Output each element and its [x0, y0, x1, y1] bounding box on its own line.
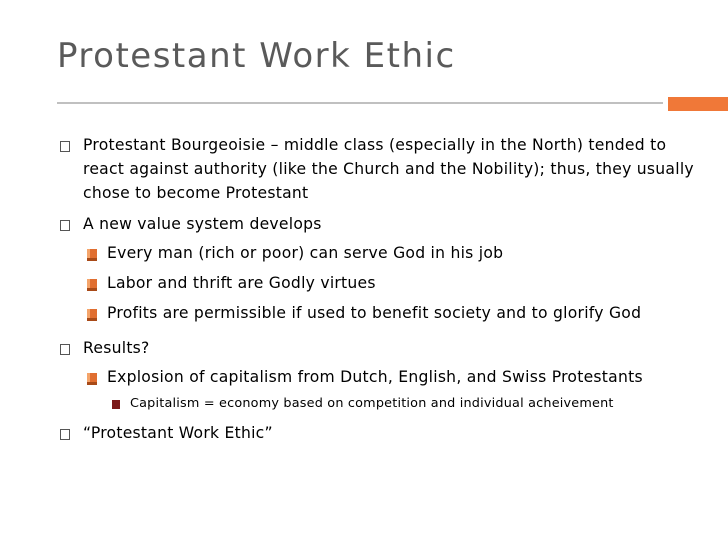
- bullet-2-sub-1: Every man (rich or poor) can serve God in his job: [107, 244, 504, 262]
- hollow-square-bullet-icon: [60, 429, 70, 440]
- bullet-2-sub-3: Profits are permissible if used to benefit society and to glorify God: [107, 304, 642, 322]
- bullet-3-sub-1: Explosion of capitalism from Dutch, English, and Swiss Protestants: [107, 368, 643, 386]
- title-divider: [57, 102, 663, 104]
- filled-square-bullet-icon: [87, 373, 97, 385]
- hollow-square-bullet-icon: [60, 141, 70, 152]
- bullet-2-sub-2: Labor and thrift are Godly virtues: [107, 274, 376, 292]
- hollow-square-bullet-icon: [60, 220, 70, 231]
- bullet-1-line-2: react against authority (like the Church and the Nobility); thus, they usually: [83, 160, 694, 178]
- slide-title: Protestant Work Ethic: [57, 36, 456, 76]
- bullet-1-line-3: chose to become Protestant: [83, 184, 309, 202]
- bullet-3-sub-1-detail: Capitalism = economy based on competition and individual acheivement: [130, 396, 614, 411]
- accent-bar: [668, 97, 728, 111]
- filled-square-bullet-icon: [87, 249, 97, 261]
- small-square-bullet-icon: [112, 400, 120, 409]
- bullet-1-line-1: Protestant Bourgeoisie – middle class (especially in the North) tended to: [83, 136, 667, 154]
- filled-square-bullet-icon: [87, 279, 97, 291]
- bullet-4-text: “Protestant Work Ethic”: [83, 424, 273, 442]
- bullet-2-text: A new value system develops: [83, 215, 322, 233]
- hollow-square-bullet-icon: [60, 344, 70, 355]
- filled-square-bullet-icon: [87, 309, 97, 321]
- bullet-3-text: Results?: [83, 339, 150, 357]
